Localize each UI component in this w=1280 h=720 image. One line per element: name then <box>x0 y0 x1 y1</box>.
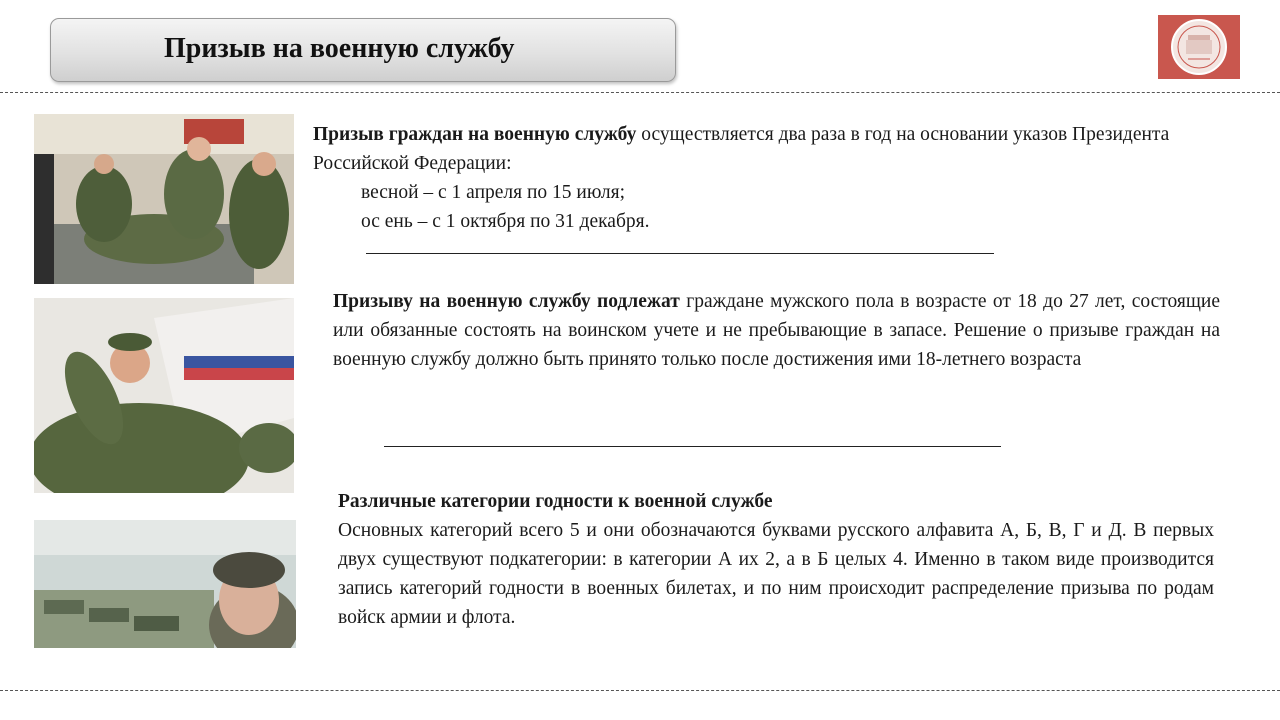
bottom-divider <box>0 690 1280 691</box>
section-2 <box>333 287 1220 374</box>
autumn-period: ос ень – с 1 октября по 31 декабря. <box>361 211 650 232</box>
section-1-text: осуществляется два раза в год на основании указов Президента Российской Федерации: <box>313 124 1170 174</box>
slide-title: Призыв на военную службу <box>164 33 515 64</box>
section-1 <box>313 120 1213 236</box>
tank-soldier-photo <box>34 520 296 648</box>
saluting-soldier-photo <box>34 298 294 493</box>
section-3-text: Основных категорий всего 5 и они обозначаются буквами русского алфавита А, Б, В, Г и Д. В первых двух существуют подкатегории: в категории А их 2, а в Б целых 4. Именно в таком виде производится запись категорий годности в военных билетах, и по ним происходит распределение призыва по родам войск армии и флота. <box>338 520 1214 628</box>
soldiers-uniform-photo <box>34 114 294 284</box>
section-3-heading: Различные категории годности к военной службе <box>338 491 773 512</box>
emblem-icon <box>1158 15 1240 79</box>
fill-line-1 <box>366 253 994 254</box>
section-2-lead: Призыву на военную службу подлежат <box>333 291 680 312</box>
fill-line-2 <box>384 446 1001 447</box>
section-2-text: граждане мужского пола в возрасте от 18 до 27 лет, состоящие или обязанные состоять на воинском учете и не пребывающие в запасе. Решение о призыве граждан на военную службу должно быть принято только после достижения ими 18-летнего возраста <box>333 291 1220 370</box>
title-box <box>50 18 676 82</box>
top-divider <box>0 92 1280 93</box>
spring-period: весной – с 1 апреля по 15 июля; <box>361 182 626 203</box>
section-1-lead: Призыв граждан на военную службу <box>313 124 637 145</box>
